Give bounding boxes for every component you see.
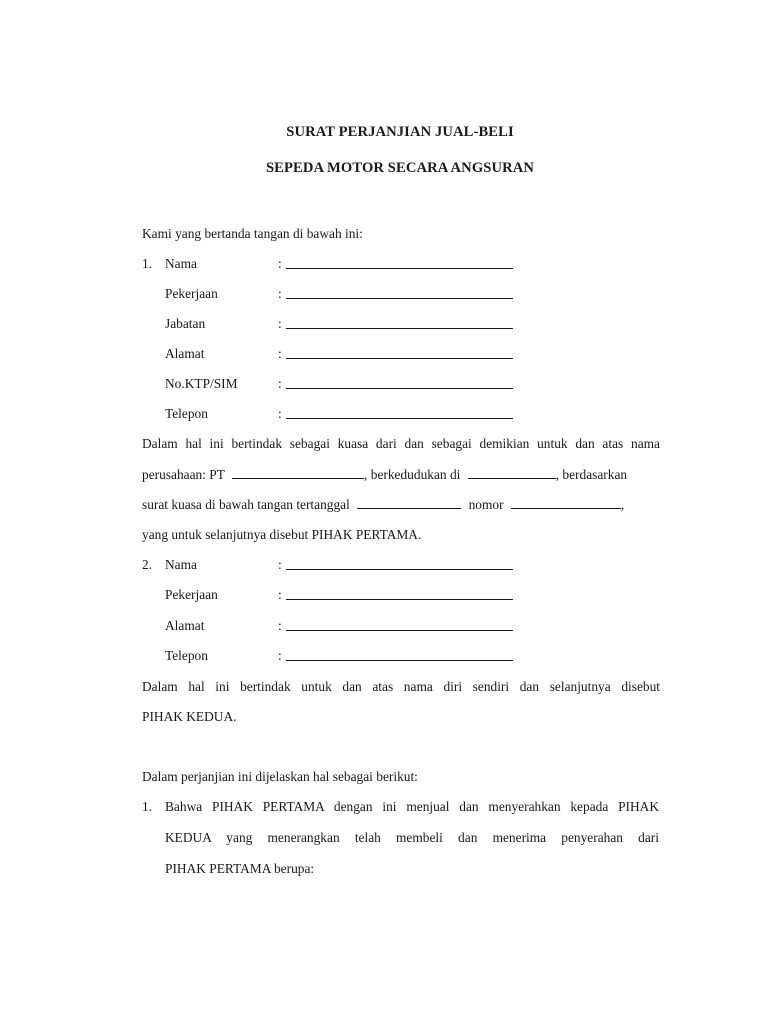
fill-in-blank (286, 298, 513, 299)
party2-number: 2. (142, 557, 153, 572)
document-title-line2: SEPEDA MOTOR SECARA ANGSURAN (265, 160, 535, 176)
field-colon: : (278, 406, 282, 421)
fill-in-blank (511, 507, 621, 509)
fill-in-blank (286, 660, 513, 661)
fill-in-blank (286, 358, 513, 359)
field-label: Pekerjaan (165, 587, 218, 602)
field-label: Nama (165, 557, 197, 572)
fill-in-blank (468, 477, 556, 479)
party1-text-line1: Dalam hal ini bertindak sebagai kuasa dari dan sebagai demikian untuk dan atas nama (142, 436, 660, 451)
fill-in-blank (286, 599, 513, 600)
party1-text-line4: yang untuk selanjutnya disebut PIHAK PERTAMA. (142, 527, 422, 542)
fill-in-blank (286, 328, 513, 329)
field-label: No.KTP/SIM (165, 376, 238, 391)
party2-text-line1: Dalam hal ini bertindak untuk dan atas nama diri sendiri dan selanjutnya disebut (142, 679, 660, 694)
document-title-line1: SURAT PERJANJIAN JUAL-BELI (286, 124, 514, 140)
text-segment: , (620, 497, 625, 512)
party1-text-line2 (142, 467, 627, 483)
field-label: Jabatan (165, 316, 206, 331)
fill-in-blank (286, 268, 513, 269)
text-segment: , berkedudukan di (364, 467, 461, 482)
field-label: Telepon (165, 648, 208, 663)
field-colon: : (278, 648, 282, 663)
agreement-item1-line2: KEDUA yang menerangkan telah membeli dan menerima penyerahan dari (165, 830, 659, 845)
fill-in-blank (286, 388, 513, 389)
field-colon: : (278, 346, 282, 361)
fill-in-blank (286, 569, 513, 570)
agreement-item1-line1: Bahwa PIHAK PERTAMA dengan ini menjual dan menyerahkan kepada PIHAK (165, 799, 659, 814)
party1-number: 1. (142, 256, 153, 271)
field-colon: : (278, 316, 282, 331)
text-segment: , berdasarkan (555, 467, 628, 482)
field-colon: : (278, 587, 282, 602)
fill-in-blank (357, 507, 461, 509)
field-label: Alamat (165, 346, 205, 361)
agreement-item1-line3: PIHAK PERTAMA berupa: (165, 861, 315, 876)
field-label: Pekerjaan (165, 286, 218, 301)
party2-text-line2: PIHAK KEDUA. (142, 709, 237, 724)
party1-text-line3 (142, 497, 624, 513)
field-colon: : (278, 376, 282, 391)
text-segment: perusahaan: PT (142, 467, 225, 482)
field-colon: : (278, 618, 282, 633)
fill-in-blank (286, 630, 513, 631)
field-label: Nama (165, 256, 197, 271)
intro-text: Kami yang bertanda tangan di bawah ini: (142, 226, 363, 241)
agreement-item1-number: 1. (142, 799, 153, 814)
text-segment: nomor (468, 497, 504, 512)
fill-in-blank (286, 418, 513, 419)
text-segment: surat kuasa di bawah tangan tertanggal (142, 497, 350, 512)
field-colon: : (278, 256, 282, 271)
agreement-intro: Dalam perjanjian ini dijelaskan hal sebagai berikut: (142, 769, 418, 784)
fill-in-blank (232, 477, 364, 479)
field-colon: : (278, 286, 282, 301)
field-label: Telepon (165, 406, 208, 421)
field-label: Alamat (165, 618, 205, 633)
field-colon: : (278, 557, 282, 572)
